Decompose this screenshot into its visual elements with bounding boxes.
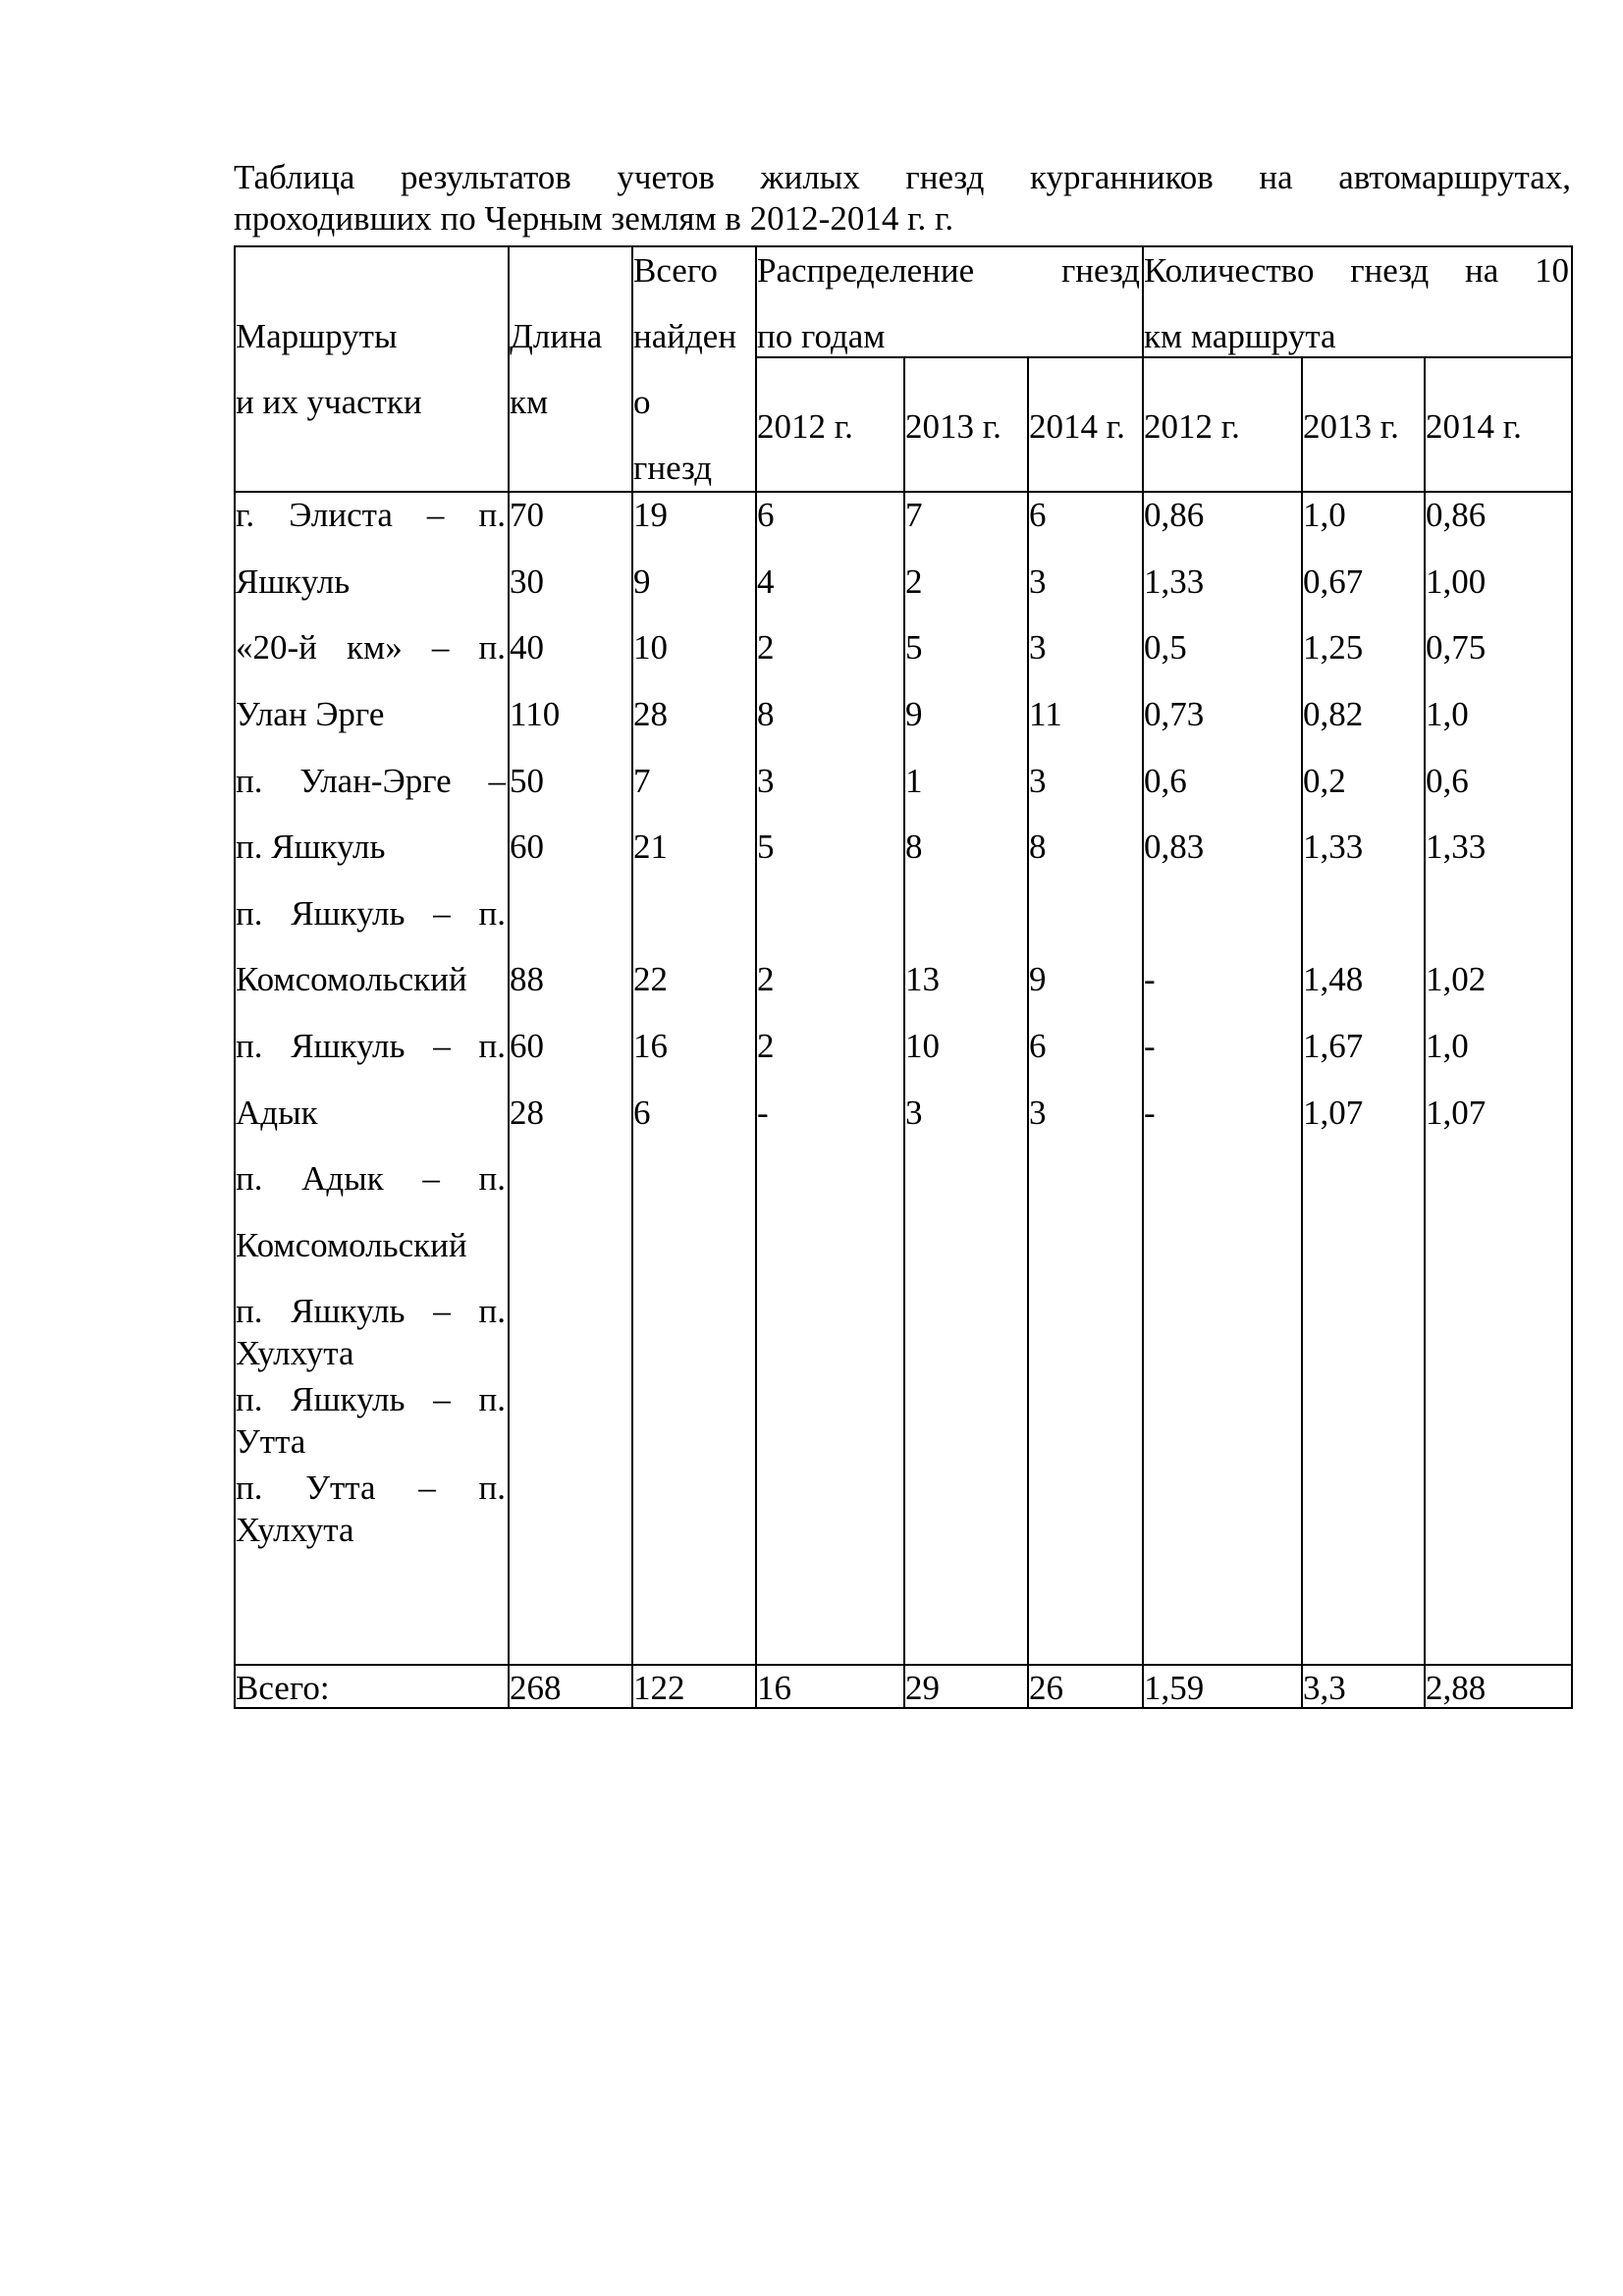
route-line-6: п. Яшкуль – п.: [236, 894, 506, 933]
route-line-5: п. Яшкуль: [236, 828, 386, 866]
table-cell-r7-c5: -: [1144, 960, 1156, 998]
table-cell-r1-c4: 3: [1029, 562, 1047, 601]
table-caption: [234, 157, 1571, 240]
table-cell-r5-c2: 5: [757, 828, 775, 866]
total-label: Всего:: [236, 1669, 330, 1707]
table-cell-r0-c5: 0,86: [1144, 496, 1205, 534]
table-cell-r8-c7: 1,0: [1426, 1027, 1469, 1065]
route-line-15: Утта: [236, 1422, 306, 1461]
table-cell-r3-c1: 28: [633, 695, 668, 733]
table-cell-r2-c0: 40: [510, 628, 544, 667]
header-year-dist-0: 2012 г.: [757, 407, 853, 446]
route-line-4: п. Улан-Эрге –: [236, 762, 506, 800]
table-cell-r3-c2: 8: [757, 695, 775, 733]
route-line-12: п. Яшкуль – п.: [236, 1292, 506, 1330]
header-total-line-3: о: [633, 383, 651, 421]
table-cell-r5-c7: 1,33: [1426, 828, 1487, 866]
table-cell-r2-c2: 2: [757, 628, 775, 667]
route-line-17: Хулхута: [236, 1511, 354, 1549]
route-line-8: п. Яшкуль – п.: [236, 1027, 506, 1065]
table-cell-r5-c4: 8: [1029, 828, 1047, 866]
table-cell-r3-c6: 0,82: [1303, 695, 1364, 733]
table-cell-r1-c5: 1,33: [1144, 562, 1205, 601]
route-line-13: Хулхута: [236, 1334, 354, 1372]
header-year-dist-2: 2014 г.: [1029, 407, 1125, 446]
table-cell-r7-c2: 2: [757, 960, 775, 998]
table-cell-r1-c7: 1,00: [1426, 562, 1487, 601]
table-cell-r4-c6: 0,2: [1303, 762, 1346, 800]
header-length-line-2: км: [510, 383, 549, 421]
route-line-10: п. Адык – п.: [236, 1159, 506, 1198]
table-cell-r2-c3: 5: [905, 628, 923, 667]
table-cell-r7-c6: 1,48: [1303, 960, 1364, 998]
total-cell-c3: 29: [905, 1669, 940, 1707]
route-line-0: г. Элиста – п.: [236, 496, 506, 534]
table-cell-r2-c1: 10: [633, 628, 668, 667]
table-cell-r0-c7: 0,86: [1426, 496, 1487, 534]
table-cell-r3-c4: 11: [1029, 695, 1062, 733]
header-year-per10km-1: 2013 г.: [1303, 407, 1399, 446]
table-cell-r9-c7: 1,07: [1426, 1094, 1487, 1132]
table-cell-r9-c1: 6: [633, 1094, 651, 1132]
table-cell-r9-c5: -: [1144, 1094, 1156, 1132]
table-cell-r8-c2: 2: [757, 1027, 775, 1065]
table-cell-r7-c3: 13: [905, 960, 940, 998]
table-cell-r7-c4: 9: [1029, 960, 1047, 998]
header-per10km-line-1: Количество гнезд на 10: [1144, 251, 1569, 290]
table-cell-r9-c6: 1,07: [1303, 1094, 1364, 1132]
table-cell-r3-c3: 9: [905, 695, 923, 733]
header-total-line-2: найден: [633, 317, 737, 355]
table-cell-r0-c2: 6: [757, 496, 775, 534]
table-cell-r8-c6: 1,67: [1303, 1027, 1364, 1065]
total-cell-c1: 122: [633, 1669, 685, 1707]
table-cell-r9-c3: 3: [905, 1094, 923, 1132]
table-cell-r5-c6: 1,33: [1303, 828, 1364, 866]
table-cell-r0-c1: 19: [633, 496, 668, 534]
table-cell-r8-c0: 60: [510, 1027, 544, 1065]
table-cell-r2-c7: 0,75: [1426, 628, 1487, 667]
route-line-16: п. Утта – п.: [236, 1468, 506, 1507]
header-year-dist-1: 2013 г.: [905, 407, 1001, 446]
total-cell-c6: 3,3: [1303, 1669, 1346, 1707]
table-cell-r0-c6: 1,0: [1303, 496, 1346, 534]
header-distribution-line-2: по годам: [757, 317, 886, 355]
table-cell-r3-c7: 1,0: [1426, 695, 1469, 733]
route-line-7: Комсомольский: [236, 960, 467, 998]
table-cell-r2-c6: 1,25: [1303, 628, 1364, 667]
header-total-line-1: Всего: [633, 251, 718, 290]
table-cell-r7-c0: 88: [510, 960, 544, 998]
total-cell-c7: 2,88: [1426, 1669, 1487, 1707]
table-cell-r9-c4: 3: [1029, 1094, 1047, 1132]
table-cell-r4-c3: 1: [905, 762, 923, 800]
table-cell-r2-c4: 3: [1029, 628, 1047, 667]
table-cell-r5-c3: 8: [905, 828, 923, 866]
table-cell-r8-c3: 10: [905, 1027, 940, 1065]
route-line-3: Улан Эрге: [236, 695, 385, 733]
table-cell-r8-c4: 6: [1029, 1027, 1047, 1065]
table-cell-r5-c1: 21: [633, 828, 668, 866]
route-line-11: Комсомольский: [236, 1226, 467, 1264]
header-length-line-1: Длина: [510, 317, 603, 355]
table-cell-r8-c5: -: [1144, 1027, 1156, 1065]
table-cell-r0-c4: 6: [1029, 496, 1047, 534]
table-cell-r0-c0: 70: [510, 496, 544, 534]
caption-line-2: проходивших по Черным землям в 2012-2014 г. г.: [234, 199, 954, 238]
caption-line-1: Таблица результатов учетов жилых гнезд курганников на автомаршрутах,: [234, 158, 1571, 196]
table-cell-r4-c1: 7: [633, 762, 651, 800]
table-cell-r0-c3: 7: [905, 496, 923, 534]
table-cell-r1-c6: 0,67: [1303, 562, 1364, 601]
total-cell-c4: 26: [1029, 1669, 1063, 1707]
route-line-9: Адык: [236, 1094, 318, 1132]
table-cell-r4-c4: 3: [1029, 762, 1047, 800]
table-cell-r1-c2: 4: [757, 562, 775, 601]
table-cell-r4-c2: 3: [757, 762, 775, 800]
table-cell-r4-c0: 50: [510, 762, 544, 800]
header-routes-line-2: и их участки: [236, 383, 422, 421]
header-distribution-line-1: Распределение гнезд: [757, 251, 1140, 290]
total-cell-c0: 268: [510, 1669, 562, 1707]
table-cell-r9-c2: -: [757, 1094, 769, 1132]
table-cell-r3-c0: 110: [510, 695, 561, 733]
total-cell-c5: 1,59: [1144, 1669, 1205, 1707]
table-cell-r8-c1: 16: [633, 1027, 668, 1065]
table-cell-r7-c1: 22: [633, 960, 668, 998]
header-total-line-4: гнезд: [633, 449, 713, 487]
table-rule-col-9: [1571, 245, 1573, 1709]
table-cell-r2-c5: 0,5: [1144, 628, 1187, 667]
header-per10km-line-2: км маршрута: [1144, 317, 1336, 355]
route-line-2: «20-й км» – п.: [236, 628, 506, 667]
table-cell-r1-c1: 9: [633, 562, 651, 601]
header-year-per10km-0: 2012 г.: [1144, 407, 1240, 446]
table-cell-r4-c7: 0,6: [1426, 762, 1469, 800]
table-rule-top: [234, 245, 1573, 247]
table-cell-r5-c0: 60: [510, 828, 544, 866]
table-cell-r9-c0: 28: [510, 1094, 544, 1132]
route-line-14: п. Яшкуль – п.: [236, 1380, 506, 1418]
table-cell-r3-c5: 0,73: [1144, 695, 1205, 733]
route-line-1: Яшкуль: [236, 562, 351, 601]
table-cell-r1-c3: 2: [905, 562, 923, 601]
header-year-per10km-2: 2014 г.: [1426, 407, 1522, 446]
table-cell-r4-c5: 0,6: [1144, 762, 1187, 800]
total-cell-c2: 16: [757, 1669, 791, 1707]
table-cell-r1-c0: 30: [510, 562, 544, 601]
header-routes-line-1: Маршруты: [236, 317, 398, 355]
table-cell-r5-c5: 0,83: [1144, 828, 1205, 866]
table-cell-r7-c7: 1,02: [1426, 960, 1487, 998]
